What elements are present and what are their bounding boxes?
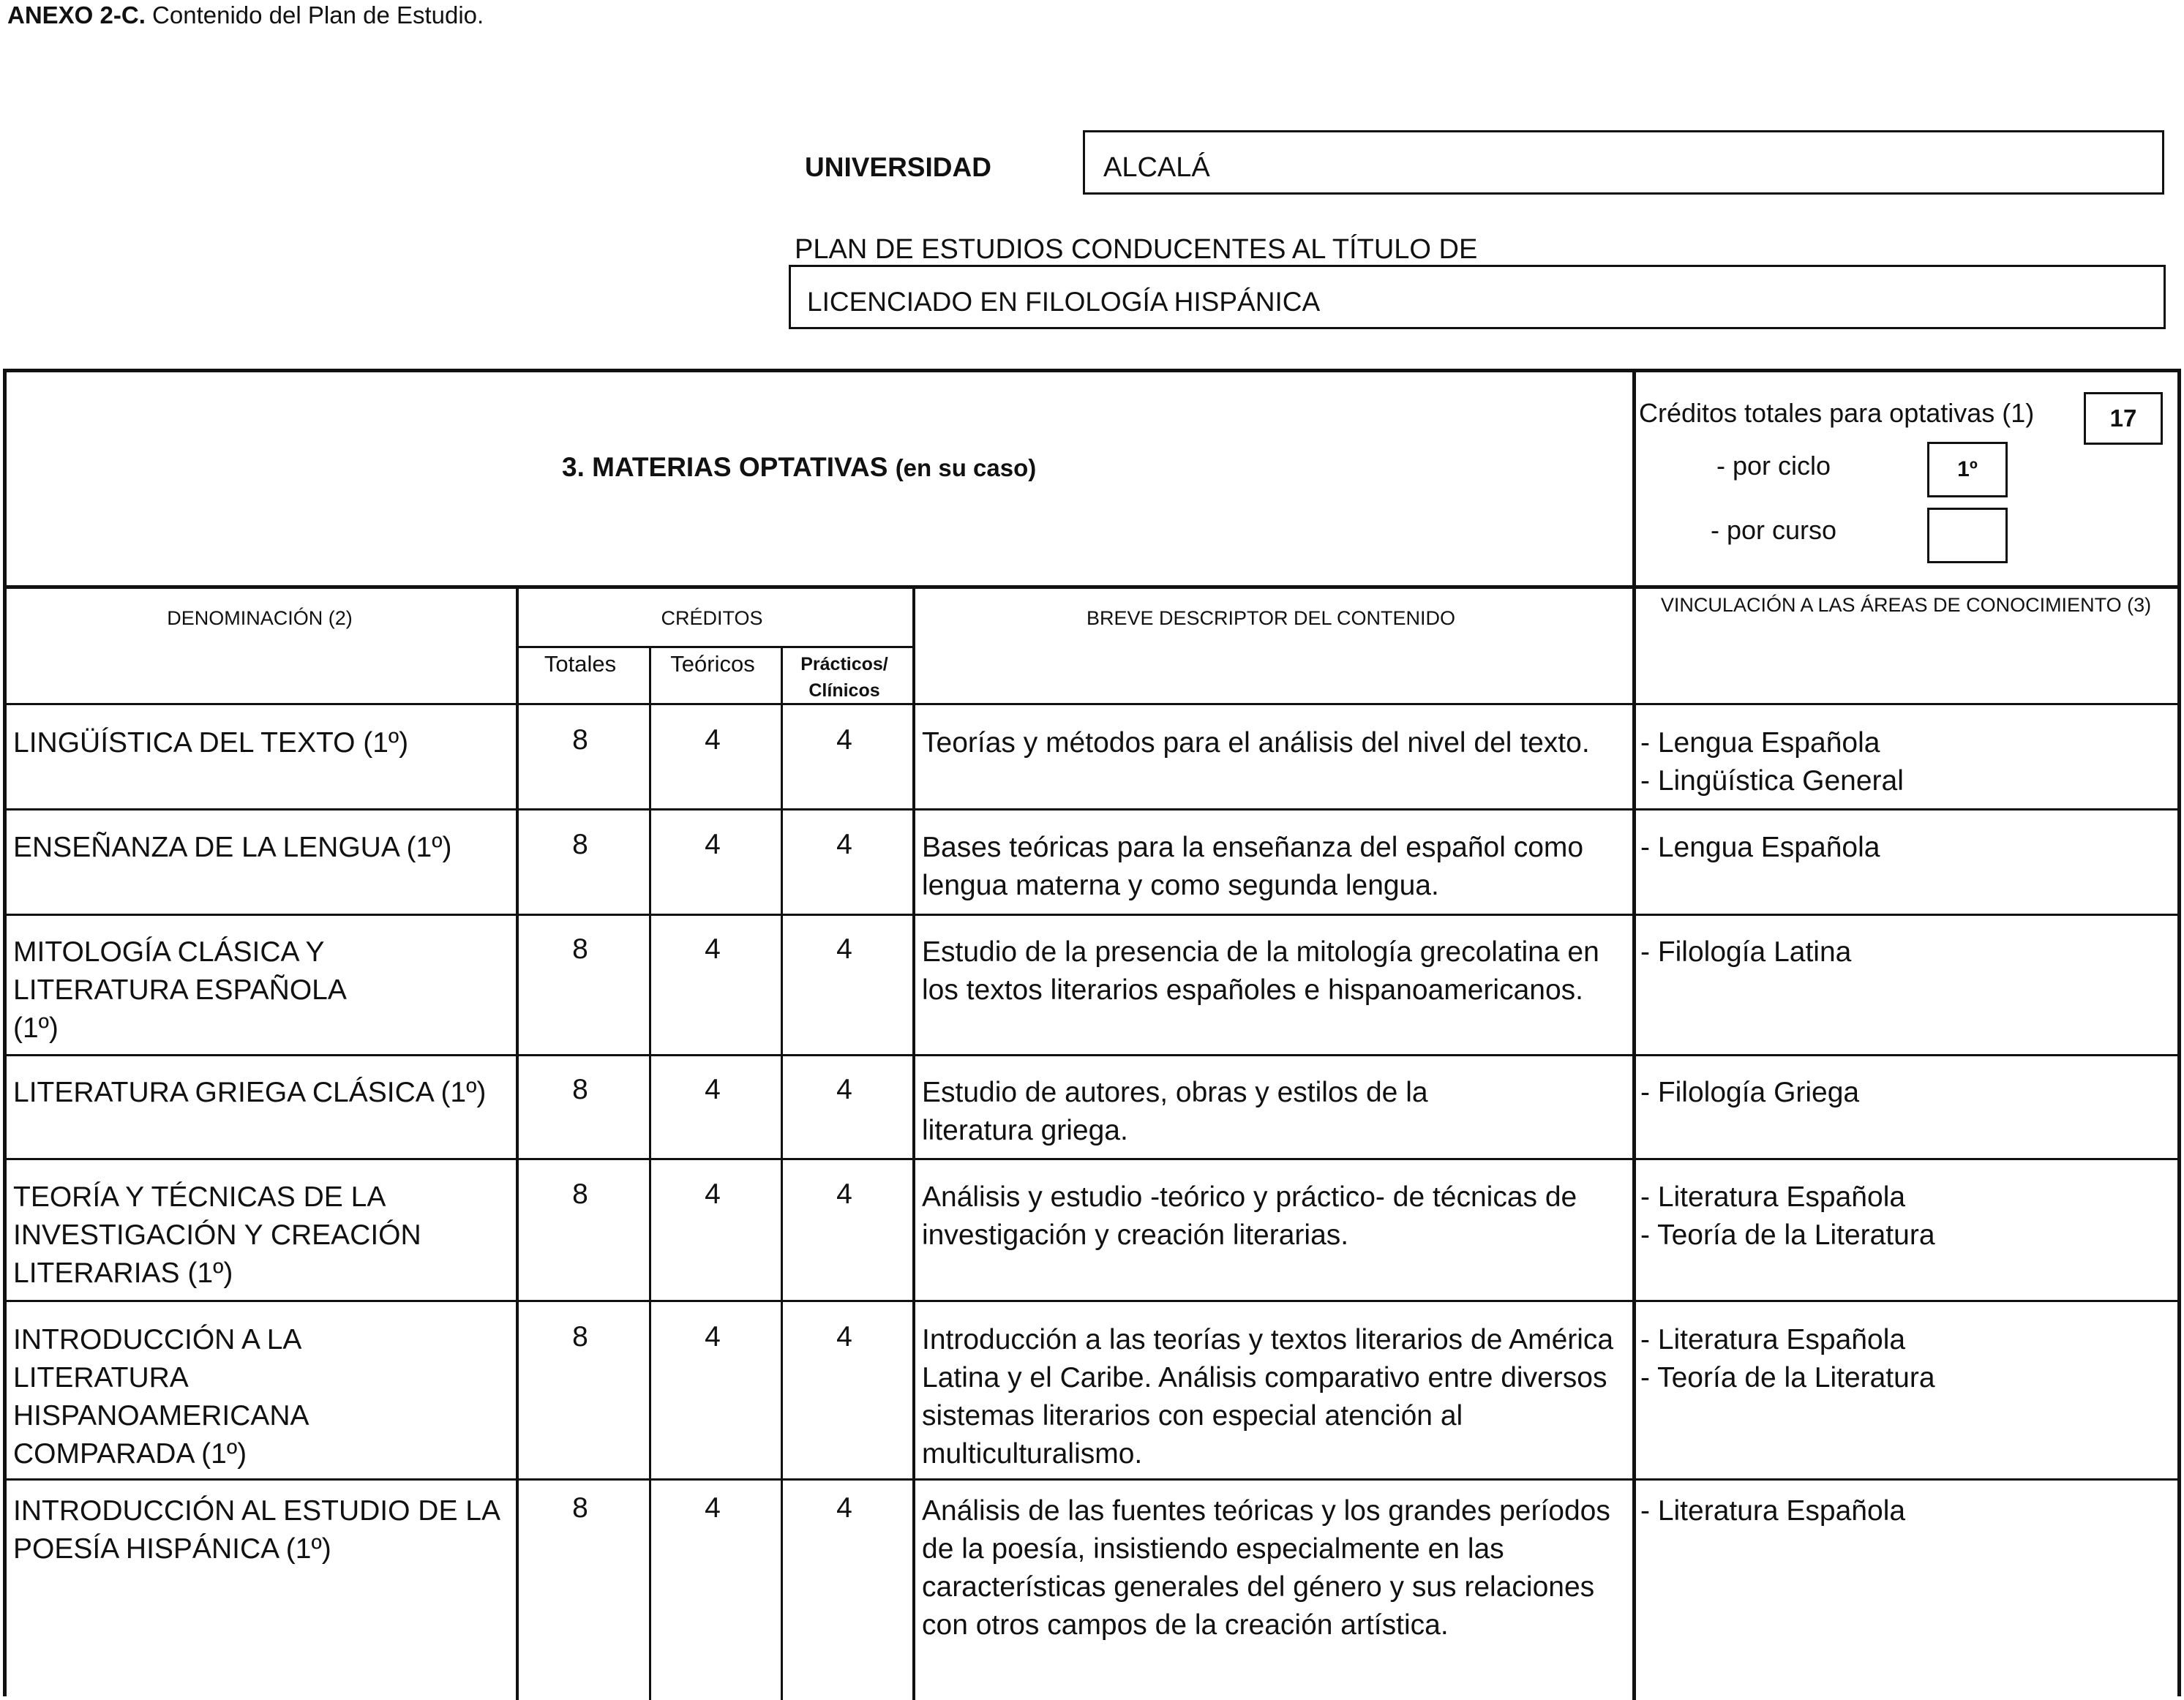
divider (649, 646, 651, 1700)
divider (7, 808, 2177, 810)
header-vinculacion: VINCULACIÓN A LAS ÁREAS DE CONOCIMIENTO (3) (1660, 594, 2152, 616)
row-descriptor: Análisis y estudio -teórico y práctico- de técnicas de investigación y creación literarias. (922, 1181, 1577, 1251)
divider (7, 1158, 2177, 1160)
header-descriptor: BREVE DESCRIPTOR DEL CONTENIDO (1086, 607, 1456, 629)
por-curso-value (1927, 508, 2008, 563)
universidad-value: ALCALÁ (1103, 152, 1210, 183)
divider (7, 585, 2177, 589)
header-practicos: Prácticos/ Clínicos (800, 654, 888, 701)
row-denominacion: TEORÍA Y TÉCNICAS DE LA INVESTIGACIÓN Y CREACIÓN LITERARIAS (1º) (13, 1181, 421, 1289)
row-descriptor: Estudio de autores, obras y estilos de la literatura griega. (922, 1077, 1428, 1146)
divider (7, 1054, 2177, 1056)
row-descriptor: Teorías y métodos para el análisis del nivel del texto. (922, 727, 1590, 759)
row-practicos: 4 (836, 829, 852, 860)
plan-label: PLAN DE ESTUDIOS CONDUCENTES AL TÍTULO DE (795, 234, 1478, 265)
row-areas: - Lengua Española - Lingüística General (1640, 727, 1904, 797)
row-practicos: 4 (836, 1492, 852, 1524)
divider (7, 1478, 2177, 1481)
divider (7, 703, 2177, 705)
row-descriptor: Bases teóricas para la enseñanza del español como lengua materna y como segunda lengua. (922, 832, 1584, 901)
creditos-totales-value: 17 (2084, 392, 2163, 445)
row-practicos: 4 (836, 1321, 852, 1353)
row-practicos: 4 (836, 933, 852, 965)
header-teoricos: Teóricos (670, 651, 755, 677)
row-descriptor: Introducción a las teorías y textos literarios de América Latina y el Caribe. Análisis comparativo entre diversos sistemas literarios con especial atención al multiculturalismo. (922, 1324, 1614, 1470)
row-teoricos: 4 (705, 1321, 721, 1353)
row-areas: - Literatura Española (1640, 1495, 1906, 1527)
divider (517, 646, 912, 648)
divider (1632, 372, 1636, 1700)
row-denominacion: INTRODUCCIÓN A LA LITERATURA HISPANOAMERICANA COMPARADA (1º) (13, 1324, 308, 1470)
row-areas: - Filología Griega (1640, 1077, 1860, 1108)
annex-title: ANEXO 2-C. Contenido del Plan de Estudio. (7, 1, 484, 29)
row-teoricos: 4 (705, 1074, 721, 1105)
divider (7, 914, 2177, 916)
row-denominacion: MITOLOGÍA CLÁSICA Y LITERATURA ESPAÑOLA (1º) (13, 936, 345, 1044)
row-areas: - Literatura Española - Teoría de la Literatura (1640, 1324, 1935, 1394)
row-areas: - Lengua Española (1640, 832, 1880, 863)
row-totales: 8 (572, 1074, 588, 1105)
row-teoricos: 4 (705, 1492, 721, 1524)
row-practicos: 4 (836, 1178, 852, 1210)
row-totales: 8 (572, 724, 588, 756)
row-denominacion: INTRODUCCIÓN AL ESTUDIO DE LA POESÍA HISPÁNICA (1º) (13, 1495, 499, 1565)
header-denominacion: DENOMINACIÓN (2) (167, 607, 353, 629)
por-ciclo-value: 1º (1927, 442, 2008, 497)
divider (781, 646, 783, 1700)
divider (912, 585, 915, 1700)
por-curso-label: - por curso (1711, 515, 1837, 545)
section-title: 3. MATERIAS OPTATIVAS (en su caso) (562, 452, 1037, 482)
row-totales: 8 (572, 829, 588, 860)
universidad-field (1083, 130, 2164, 195)
plan-value: LICENCIADO EN FILOLOGÍA HISPÁNICA (807, 287, 1321, 317)
row-teoricos: 4 (705, 829, 721, 860)
por-ciclo-label: - por ciclo (1716, 451, 1831, 481)
row-totales: 8 (572, 1321, 588, 1353)
row-denominacion: LINGÜÍSTICA DEL TEXTO (1º) (13, 727, 409, 759)
row-totales: 8 (572, 1492, 588, 1524)
row-totales: 8 (572, 933, 588, 965)
row-teoricos: 4 (705, 724, 721, 756)
row-areas: - Filología Latina (1640, 936, 1852, 968)
row-practicos: 4 (836, 724, 852, 756)
header-totales: Totales (544, 651, 617, 677)
row-practicos: 4 (836, 1074, 852, 1105)
row-teoricos: 4 (705, 933, 721, 965)
row-denominacion: ENSEÑANZA DE LA LENGUA (1º) (13, 832, 452, 863)
row-totales: 8 (572, 1178, 588, 1210)
row-denominacion: LITERATURA GRIEGA CLÁSICA (1º) (13, 1077, 487, 1108)
header-creditos: CRÉDITOS (661, 607, 763, 629)
divider (7, 1300, 2177, 1302)
row-descriptor: Análisis de las fuentes teóricas y los grandes períodos de la poesía, insistiendo especialmente en las características generales del género y sus relaciones con otros campos de la creación artística. (922, 1495, 1610, 1641)
universidad-label: UNIVERSIDAD (805, 152, 991, 182)
row-descriptor: Estudio de la presencia de la mitología grecolatina en los textos literarios españoles e hispanoamericanos. (922, 936, 1599, 1006)
row-areas: - Literatura Española - Teoría de la Literatura (1640, 1181, 1935, 1251)
creditos-totales-label: Créditos totales para optativas (1) (1639, 398, 2035, 428)
row-teoricos: 4 (705, 1178, 721, 1210)
